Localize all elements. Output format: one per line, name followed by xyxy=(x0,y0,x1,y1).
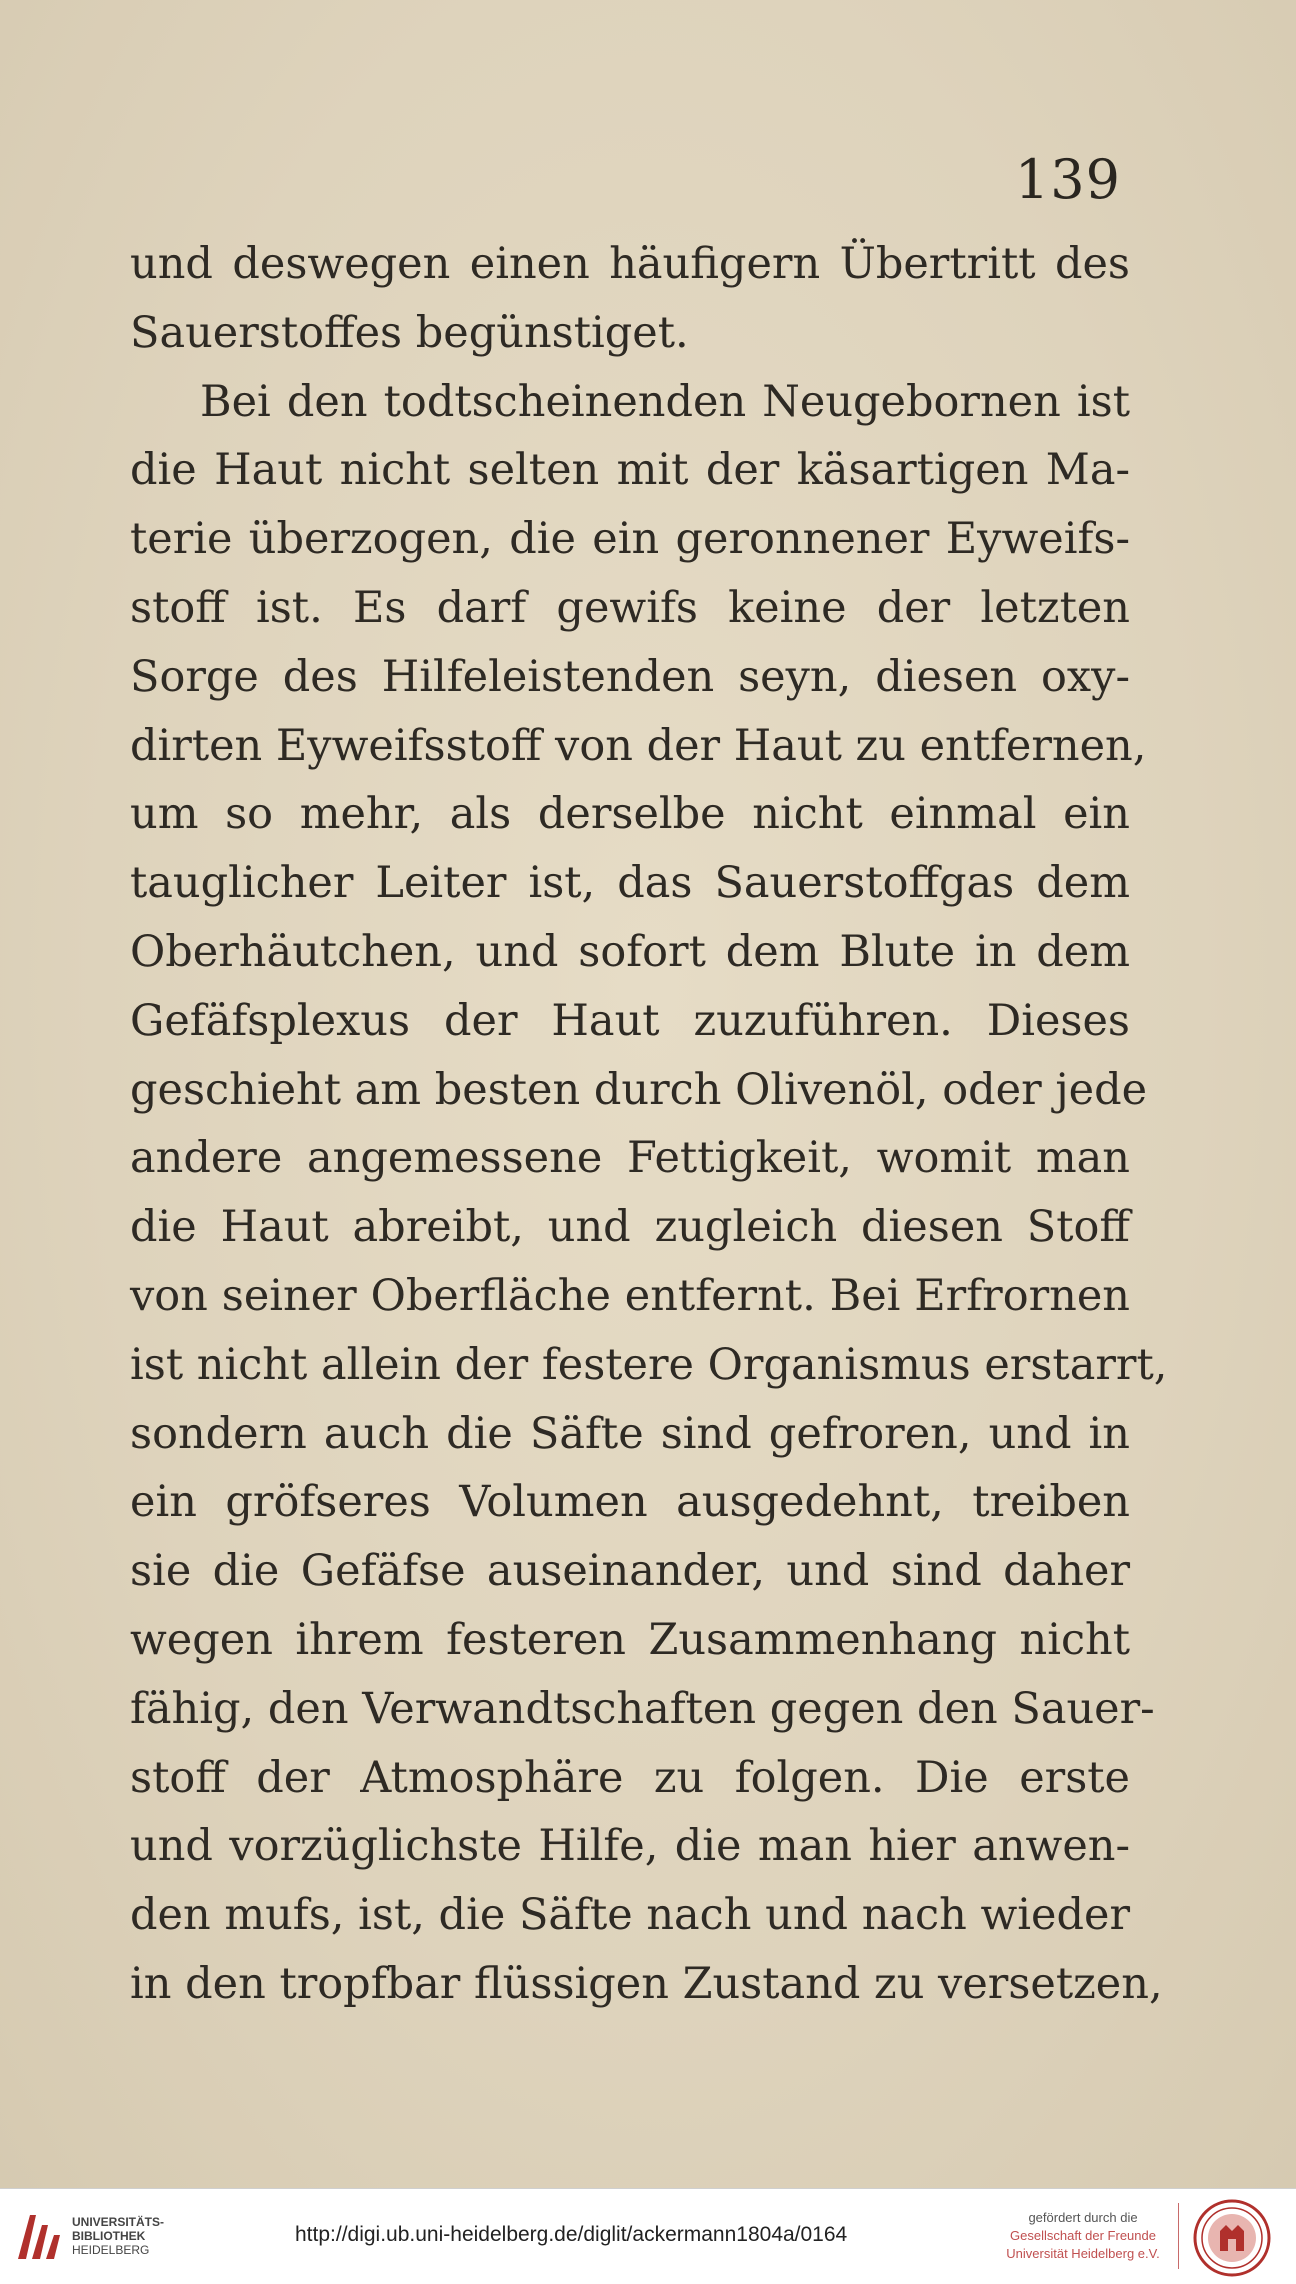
text-line: und vorzüglichste Hilfe, die man hier anwen- xyxy=(130,1821,1130,1872)
text-line: dirten Eyweifsstoff von der Haut zu entfernen, xyxy=(130,720,1147,771)
text-line: tauglicher Leiter ist, das Sauerstoffgas dem xyxy=(130,858,1130,909)
text-line: stoff der Atmosphäre zu folgen. Die erste xyxy=(130,1752,1130,1803)
text-line: geschieht am besten durch Olivenöl, oder jede xyxy=(130,1064,1148,1115)
library-name[interactable]: UNIVERSITÄTS- BIBLIOTHEK HEIDELBERG xyxy=(72,2215,165,2257)
library-logo-icon[interactable] xyxy=(14,2209,64,2265)
text-line: andere angemessene Fettigkeit, womit man xyxy=(130,1133,1130,1184)
text-line: Oberhäutchen, und sofort dem Blute in dem xyxy=(130,926,1130,977)
permalink-url[interactable]: http://digi.ub.uni-heidelberg.de/diglit/ackermann1804a/0164 xyxy=(295,2223,848,2246)
text-line: den mufs, ist, die Säfte nach und nach wieder xyxy=(130,1890,1131,1941)
page-number: 139 xyxy=(1014,148,1121,211)
sponsor-credit[interactable]: gefördert durch die Gesellschaft der Freunde Universität Heidelberg e.V. xyxy=(1006,2210,1160,2261)
footer-divider xyxy=(1178,2203,1179,2269)
text-line: die Haut abreibt, und zugleich diesen Stoff xyxy=(130,1202,1130,1253)
text-line: terie überzogen, die ein geronnener Eyweifs- xyxy=(130,514,1130,565)
text-line: um so mehr, als derselbe nicht einmal ein xyxy=(130,789,1130,840)
text-line: Sorge des Hilfeleistenden seyn, diesen oxy- xyxy=(130,651,1130,702)
body-text xyxy=(130,230,1168,2019)
university-seal-icon[interactable] xyxy=(1193,2199,1271,2277)
text-line: von seiner Oberfläche entfernt. Bei Erfrornen xyxy=(130,1270,1130,1321)
text-line: stoff ist. Es darf gewifs keine der letzten xyxy=(130,582,1130,633)
text-line: die Haut nicht selten mit der käsartigen Ma- xyxy=(130,445,1130,496)
text-line: ist nicht allein der festere Organismus erstarrt, xyxy=(130,1339,1168,1390)
text-line: Sauerstoffes begünstiget. xyxy=(130,307,689,358)
text-line: Gefäfsplexus der Haut zuzuführen. Dieses xyxy=(130,995,1130,1046)
text-line: sie die Gefäfse auseinander, und sind daher xyxy=(130,1546,1130,1597)
text-line: und deswegen einen häufigern Übertritt des xyxy=(130,239,1130,289)
text-line: Bei den todtscheinenden Neugebornen ist xyxy=(200,376,1130,427)
text-line: in den tropfbar flüssigen Zustand zu versetzen, xyxy=(130,1958,1163,2009)
text-line: ein gröfseres Volumen ausgedehnt, treiben xyxy=(130,1477,1130,1528)
text-line: fähig, den Verwandtschaften gegen den Sauer- xyxy=(130,1683,1155,1734)
text-line: sondern auch die Säfte sind gefroren, und in xyxy=(130,1408,1130,1459)
text-line: wegen ihrem festeren Zusammenhang nicht xyxy=(130,1614,1130,1665)
viewer-footer xyxy=(0,2188,1296,2284)
